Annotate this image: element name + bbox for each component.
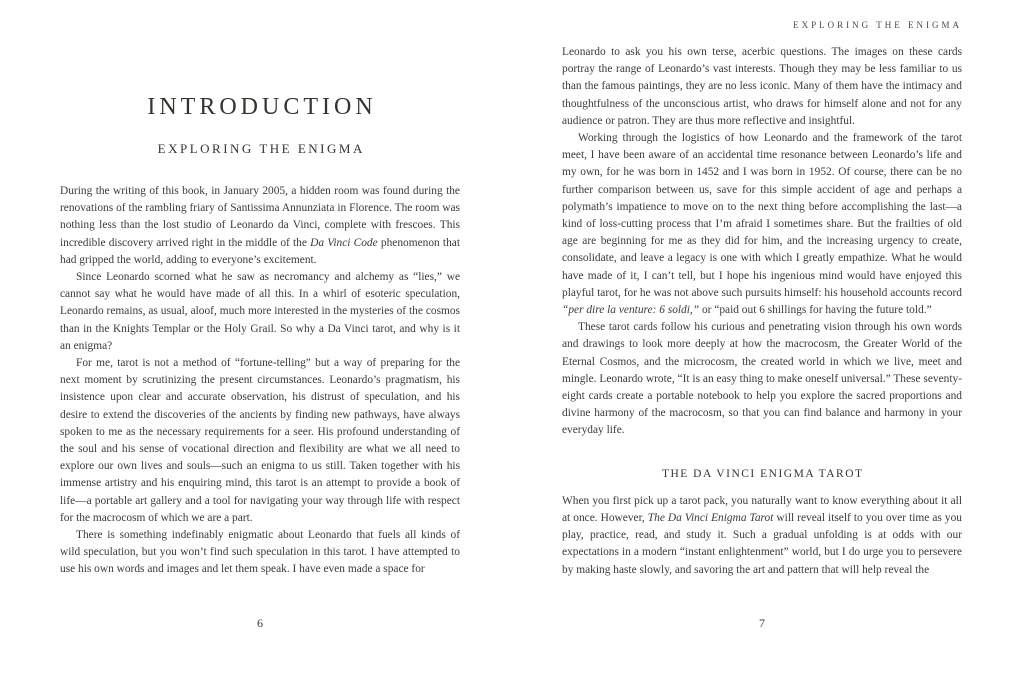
paragraph: Working through the logistics of how Leonardo and the framework of the tarot meet, I have been aware of an accidental time resonance between Leonardo’s life and my own, for he was born in 1452 and I was born in 1952. Of course, there can be no further comparison between us, save for this simple accident of age and perhaps a polymath’s impatience to move on to the next thing before accomplishing the last—a kind of loss-cutting process that I’m afraid I sometimes share. But the frailties of old age are beginning for me as they did for him, and the increasing urgency to create, consolidate, and leave a legacy is one with which I greatly empathize. What he would have made of it, I can’t tell, but I hope his ingenious mind would have enjoyed this playful tarot, for he was not above such pursuits himself: his household accounts record “per dire la venture: 6 soldi,” or “paid out 6 shillings for having the future told.”: [562, 132, 962, 317]
chapter-subtitle: EXPLORING THE ENIGMA: [157, 141, 365, 156]
paragraph: Leonardo to ask you his own terse, acerbic questions. The images on these cards portray the range of Leonardo’s vast interests. Though they may be less familiar to us than the famous paintings, they are no less iconic. Many of them have the intimacy and thoughtfulness of the unconscious artist, who draws for himself alone and not for any audience or patron. They are thus more reflective and insightful.: [562, 46, 962, 127]
chapter-title: INTRODUCTION: [147, 94, 377, 120]
section-heading: THE DA VINCI ENIGMA TAROT: [661, 467, 864, 480]
paragraph: When you first pick up a tarot pack, you naturally want to know everything about it all at once. However, The Da Vinci Enigma Tarot will reveal itself to you over time as you play, practice, read, and study it. Such a gradual unfolding is at odds with our expectations in a modern “instant enlightenment” world, but I do urge you to persevere by making haste slowly, and savoring the art and pattern that will help reveal the: [562, 494, 962, 576]
page-left: [60, 0, 460, 675]
paragraph: Since Leonardo scorned what he saw as necromancy and alchemy as “lies,” we cannot say what he would have made of all this. In a whirl of esoteric speculation, Leonardo remains, as usual, aloof, much more interested in the mysteries of the cosmos than in the Knights Templar or the Holy Grail. So why a Da Vinci tarot, and why is it an enigma?: [60, 271, 460, 352]
paragraph: There is something indefinably enigmatic about Leonardo that fuels all kinds of wild speculation, but you won’t find such speculation in this tarot. I have attempted to use his own words and images and let them speak. I have even made a space for: [60, 529, 460, 576]
paragraph: For me, tarot is not a method of “fortune-telling” but a way of preparing for the next moment by scrutinizing the present circumstances. Leonardo’s pragmatism, his insistence upon clear and accurate observation, his distrust of speculation, and his desire to extend the discoveries of the ancients by finding new pathways, have always spoken to me as the necessary requirements for a seer. His profound understanding of the soul and his sense of vocational direction and flexibility are what we all need to explore our own lives and souls—such an enigma to us still. Taken together with his immense artistry and his enquiring mind, this tarot is an attempt to provide a book of life—a portable art gallery and a tool for navigating your way through life with respect for the macrocosm of which we are a part.: [60, 357, 460, 524]
page-number-right: 7: [759, 616, 765, 630]
page-right: [562, 0, 962, 675]
running-header: EXPLORING THE ENIGMA: [793, 20, 962, 30]
left-page-body: [60, 183, 460, 579]
paragraph: These tarot cards follow his curious and penetrating vision through his own words and drawings to look more deeply at how the macrocosm, the Greater World of the Eternal Cosmos, and the microcosm, the created world in which we live, meet and mingle. Leonardo wrote, “It is an easy thing to make oneself universal.” These seventy-eight cards create a portable notebook to help you explore the sacred proportions and divine harmony of the macrocosm, so that you can find balance and harmony in your everyday life.: [562, 321, 962, 437]
right-page-body: [562, 44, 962, 579]
paragraph: During the writing of this book, in January 2005, a hidden room was found during the renovations of the rambling friary of Santissima Annunziata in Florence. The room was nothing less than the lost studio of Leonardo da Vinci, complete with frescoes. This incredible discovery arrived right in the middle of the Da Vinci Code phenomenon that had gripped the world, adding to everyone’s excitement.: [60, 185, 460, 266]
page-number-left: 6: [257, 616, 263, 630]
